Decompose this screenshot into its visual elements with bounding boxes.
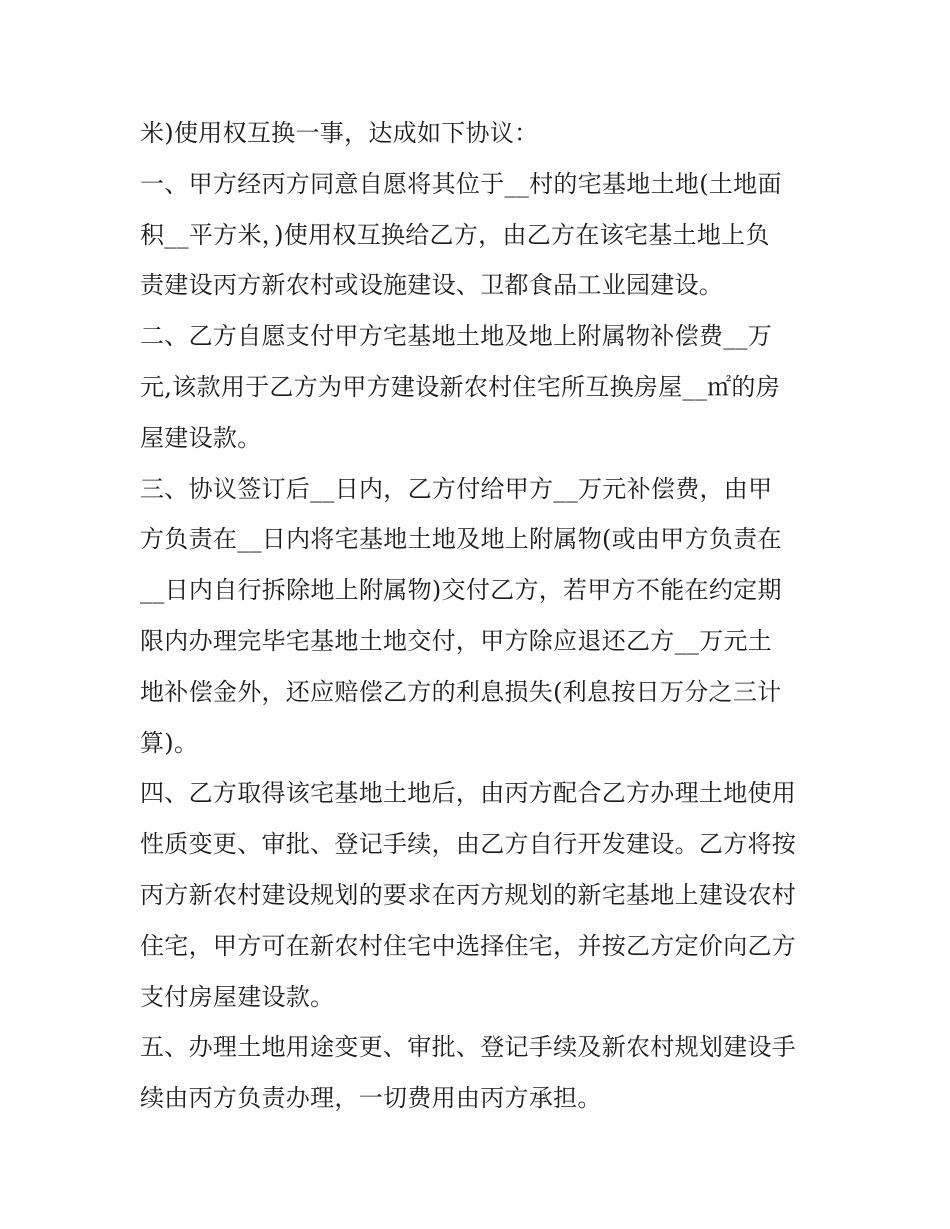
text-line: __日内自行拆除地上附属物)交付乙方，若甲方不能在约定期: [140, 576, 782, 605]
text-line: 四、乙方取得该宅基地土地后，由丙方配合乙方办理土地使用: [140, 779, 797, 808]
text-line: 米)使用权互换一事，达成如下协议：: [140, 119, 539, 147]
text-line: 二、乙方自愿支付甲方宅基地土地及地上附属物补偿费__万: [140, 322, 773, 351]
text-line: 限内办理完毕宅基地土地交付，甲方除应退还乙方__万元土: [140, 626, 773, 655]
text-line: 方负责在__日内将宅基地土地及地上附属物(或由甲方负责在: [140, 525, 782, 554]
text-line: 住宅，甲方可在新农村住宅中选择住宅，并按乙方定价向乙方: [140, 931, 797, 960]
text-line: 地补偿金外，还应赔偿乙方的利息损失(利息按日万分之三计: [140, 677, 782, 706]
text-line: 性质变更、审批、登记手续，由乙方自行开发建设。乙方将按: [140, 830, 797, 859]
text-line: 元,该款用于乙方为甲方建设新农村住宅所互换房屋__㎡的房: [140, 372, 781, 401]
text-line: 一、甲方经丙方同意自愿将其位于__村的宅基地土地(土地面: [140, 169, 782, 198]
text-line: 算)。: [140, 728, 199, 757]
text-line: 屋建设款。: [140, 423, 262, 452]
text-line: 支付房屋建设款。: [140, 982, 335, 1011]
text-line: 三、协议签订后__日内，乙方付给甲方__万元补偿费，由甲: [140, 474, 773, 503]
document-body: [140, 108, 830, 1124]
text-line: 积__平方米，)使用权互换给乙方，由乙方在该宅基土地上负: [140, 220, 770, 249]
text-line: 五、办理土地用途变更、审批、登记手续及新农村规划建设手: [140, 1033, 797, 1062]
text-line: 续由丙方负责办理，一切费用由丙方承担。: [140, 1084, 602, 1113]
text-line: 丙方新农村建设规划的要求在丙方规划的新宅基地上建设农村: [140, 880, 797, 909]
text-line: 责建设丙方新农村或设施建设、卫都食品工业园建设。: [140, 271, 724, 300]
